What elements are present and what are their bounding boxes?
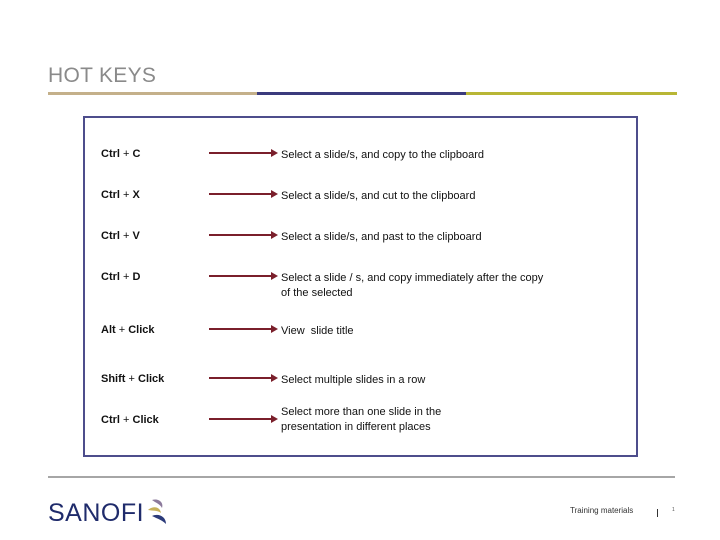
shortcut-key: Shift + Click xyxy=(101,373,165,385)
footer-label: Training materials xyxy=(570,506,634,515)
footer-divider xyxy=(48,476,675,478)
title-rule-left xyxy=(48,92,257,95)
shortcut-description: Select a slide/s, and cut to the clipboard xyxy=(281,190,476,202)
title-rule-middle xyxy=(257,92,466,95)
shortcut-key: Ctrl + X xyxy=(101,189,140,201)
arrow-right-icon xyxy=(209,373,278,383)
shortcut-description: Select more than one slide in the presentation in different places xyxy=(281,406,442,433)
shortcut-key: Ctrl + Click xyxy=(101,414,159,426)
hotkeys-box xyxy=(83,116,638,457)
shortcut-description: Select a slide/s, and copy to the clipboard xyxy=(281,149,485,161)
arrow-right-icon xyxy=(209,230,278,240)
shortcut-key: Alt + Click xyxy=(101,324,155,336)
arrow-right-icon xyxy=(209,324,278,334)
footer-separator xyxy=(657,509,658,517)
slide-title: HOT KEYS xyxy=(48,64,157,87)
page-number: 1 xyxy=(672,507,675,513)
sanofi-logo xyxy=(48,494,178,528)
shortcut-description: View slide title xyxy=(281,325,354,337)
title-rule-right xyxy=(466,92,677,95)
shortcut-description: Select a slide / s, and copy immediately after the copy of the selected xyxy=(281,272,544,299)
shortcut-key: Ctrl + V xyxy=(101,230,140,242)
logo-wordmark: SANOFI xyxy=(48,499,145,527)
arrow-right-icon xyxy=(209,414,278,424)
shortcut-description: Select a slide/s, and past to the clipboard xyxy=(281,231,482,243)
sanofi-bird-icon xyxy=(148,499,166,524)
shortcut-description: Select multiple slides in a row xyxy=(281,374,426,386)
shortcut-key: Ctrl + D xyxy=(101,271,141,283)
arrow-right-icon xyxy=(209,271,278,281)
shortcut-key: Ctrl + C xyxy=(101,148,141,160)
arrow-right-icon xyxy=(209,189,278,199)
arrow-right-icon xyxy=(209,148,278,158)
